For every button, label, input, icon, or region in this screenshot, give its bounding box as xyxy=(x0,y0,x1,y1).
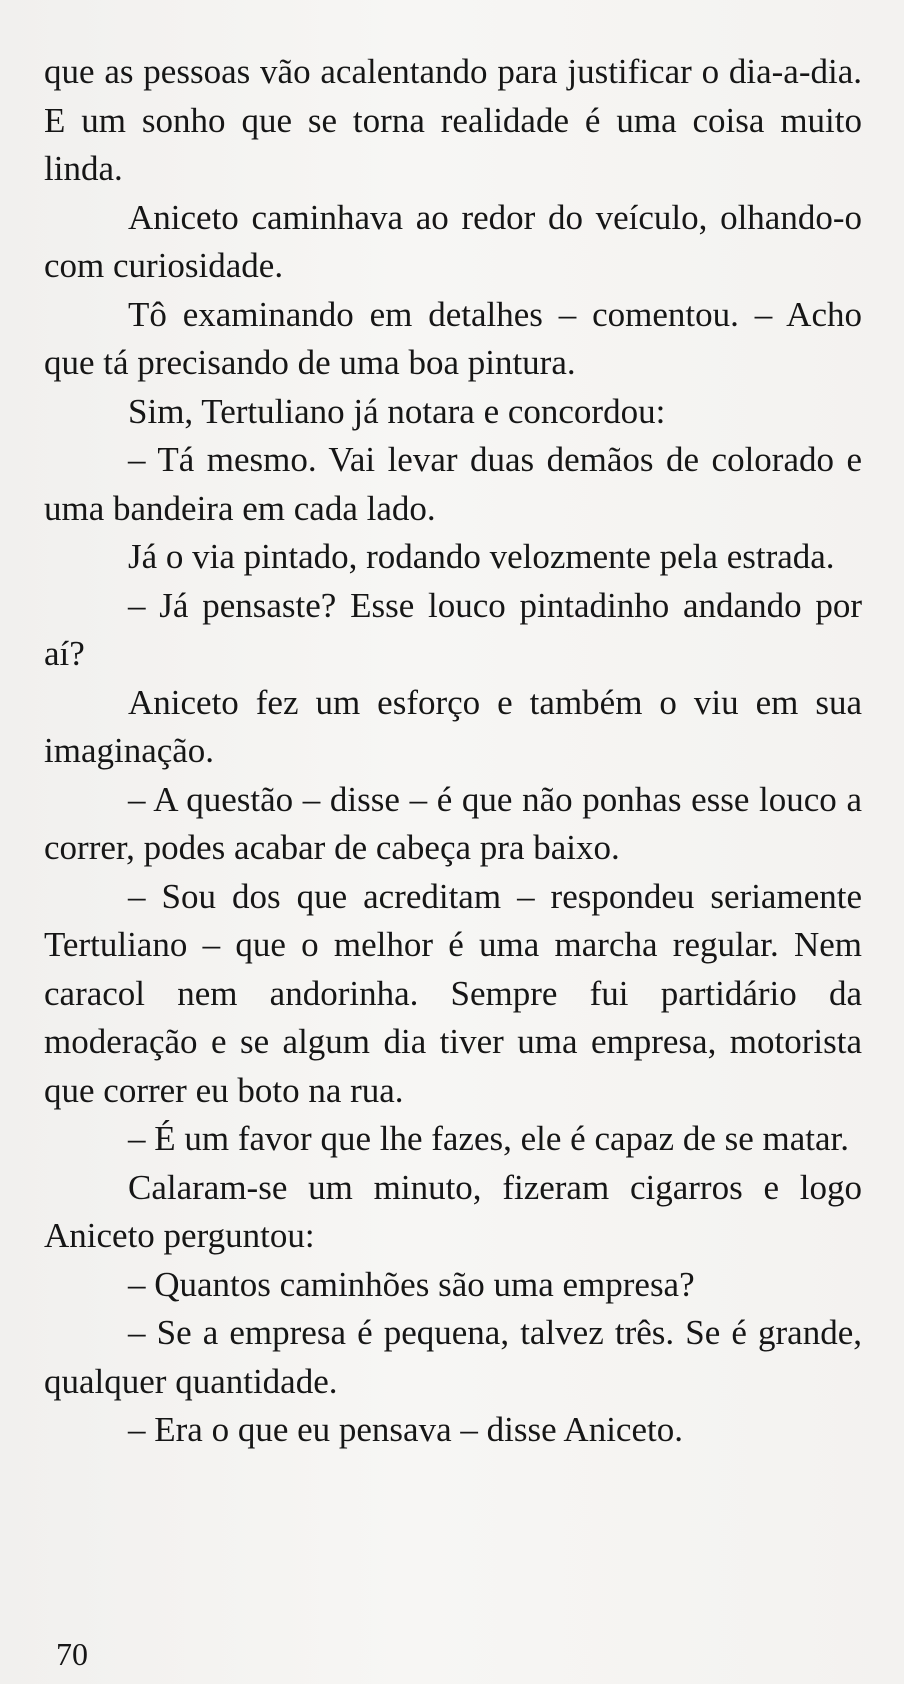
paragraph: – Sou dos que acreditam – respondeu seriamente Tertuliano – que o melhor é uma marcha regular. Nem caracol nem andorinha. Sempre fui partidário da moderação e se algum dia tiver uma empresa, motorista que correr eu boto na rua. xyxy=(44,876,862,1110)
paragraph: Calaram-se um minuto, fizeram cigarros e logo Aniceto perguntou: xyxy=(44,1167,862,1255)
paragraph: Sim, Tertuliano já notara e concordou: xyxy=(128,391,666,431)
paragraph: que as pessoas vão acalentando para justificar o dia-a-dia. E um sonho que se torna realidade é uma coisa muito linda. xyxy=(44,52,862,188)
paragraph: – Se a empresa é pequena, talvez três. Se é grande, qualquer quantidade. xyxy=(44,1313,862,1401)
body-text xyxy=(44,48,862,1455)
paragraph: Tô examinando em detalhes – comentou. – Acho que tá precisando de uma boa pintura. xyxy=(44,294,862,382)
paragraph: Já o via pintado, rodando velozmente pela estrada. xyxy=(128,537,835,576)
paragraph: Aniceto fez um esforço e também o viu em sua imaginação. xyxy=(44,682,862,770)
paragraph: – A questão – disse – é que não ponhas esse louco a correr, podes acabar de cabeça pra baixo. xyxy=(44,779,862,867)
paragraph: – Já pensaste? Esse louco pintadinho andando por aí? xyxy=(44,585,862,673)
paragraph: – Tá mesmo. Vai levar duas demãos de colorado e uma bandeira em cada lado. xyxy=(44,440,862,528)
page-number: 70 xyxy=(56,1636,88,1672)
paragraph: – Quantos caminhões são uma empresa? xyxy=(128,1264,695,1304)
paragraph: – Era o que eu pensava – disse Aniceto. xyxy=(128,1410,683,1449)
paragraph: – É um favor que lhe fazes, ele é capaz de se matar. xyxy=(128,1119,850,1158)
paragraph: Aniceto caminhava ao redor do veículo, olhando-o com curiosidade. xyxy=(44,197,862,285)
